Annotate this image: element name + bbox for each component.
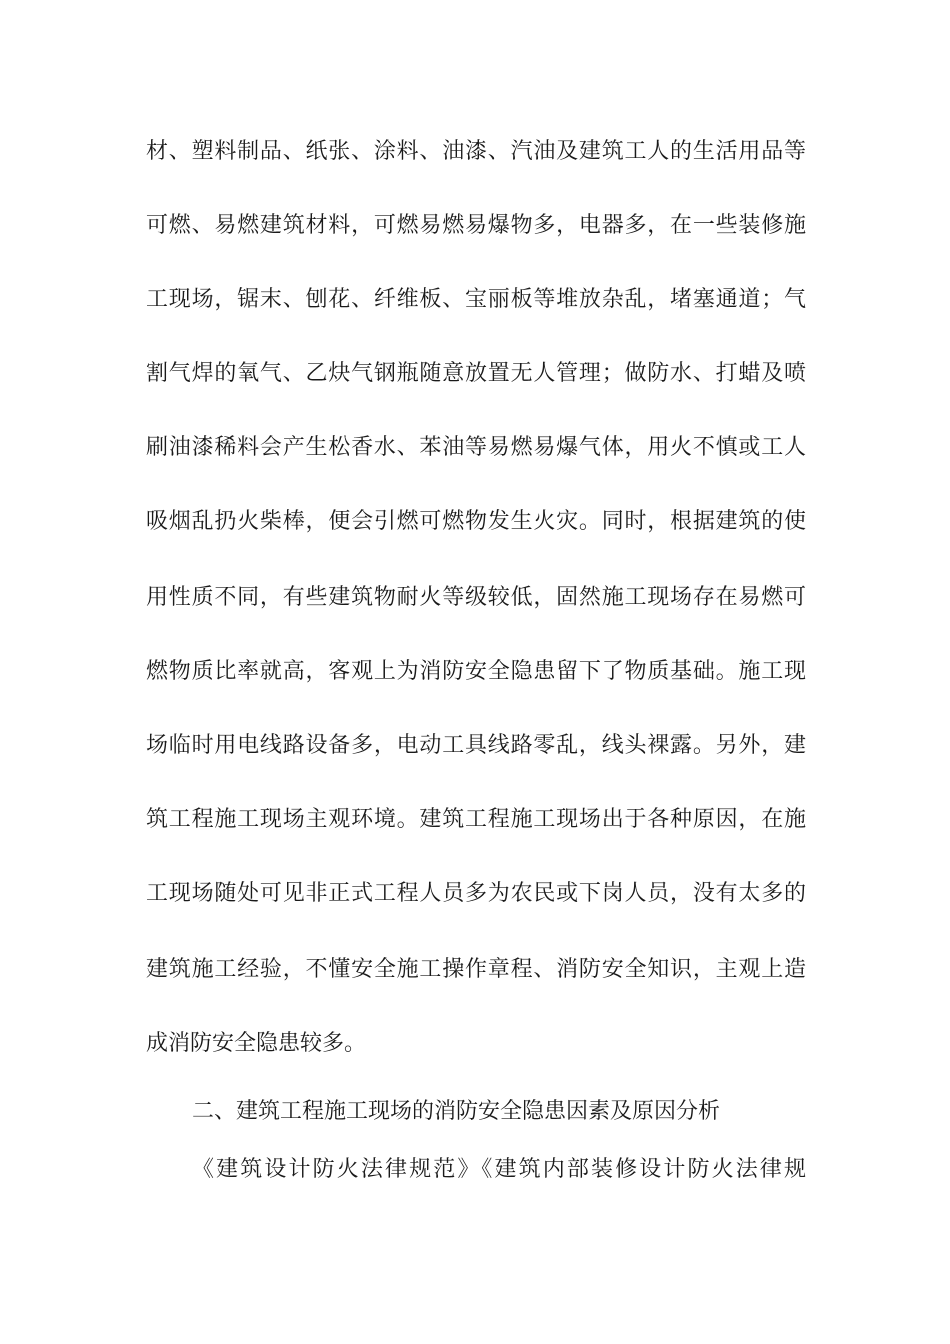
section-heading: 二、建筑工程施工现场的消防安全隐患因素及原因分析 bbox=[192, 1099, 721, 1124]
paragraph-line: 燃物质比率就高，客观上为消防安全隐患留下了物质基础。施工现 bbox=[146, 659, 806, 684]
paragraph-line: 吸烟乱扔火柴棒，便会引燃可燃物发生火灾。同时，根据建筑的使 bbox=[146, 509, 806, 534]
paragraph-line: 可燃、易燃建筑材料，可燃易燃易爆物多，电器多，在一些装修施 bbox=[146, 213, 806, 238]
paragraph-line: 刷油漆稀料会产生松香水、苯油等易燃易爆气体，用火不慎或工人 bbox=[146, 435, 806, 460]
paragraph-line: 成消防安全隐患较多。 bbox=[146, 1031, 367, 1056]
paragraph-line: 《建筑设计防火法律规范》《建筑内部装修设计防火法律规 bbox=[192, 1157, 806, 1182]
paragraph-line: 建筑施工经验，不懂安全施工操作章程、消防安全知识，主观上造 bbox=[146, 957, 806, 982]
paragraph-line: 筑工程施工现场主观环境。建筑工程施工现场出于各种原因，在施 bbox=[146, 807, 806, 832]
paragraph-line: 工现场随处可见非正式工程人员多为农民或下岗人员，没有太多的 bbox=[146, 881, 806, 906]
paragraph-line: 材、塑料制品、纸张、涂料、油漆、汽油及建筑工人的生活用品等 bbox=[146, 139, 806, 164]
paragraph-line: 用性质不同，有些建筑物耐火等级较低，固然施工现场存在易燃可 bbox=[146, 585, 806, 610]
paragraph-line: 割气焊的氧气、乙炔气钢瓶随意放置无人管理；做防水、打蜡及喷 bbox=[146, 361, 806, 386]
paragraph-line: 工现场，锯末、刨花、纤维板、宝丽板等堆放杂乱，堵塞通道；气 bbox=[146, 287, 806, 312]
paragraph-line: 场临时用电线路设备多，电动工具线路零乱，线头裸露。另外，建 bbox=[146, 733, 806, 758]
